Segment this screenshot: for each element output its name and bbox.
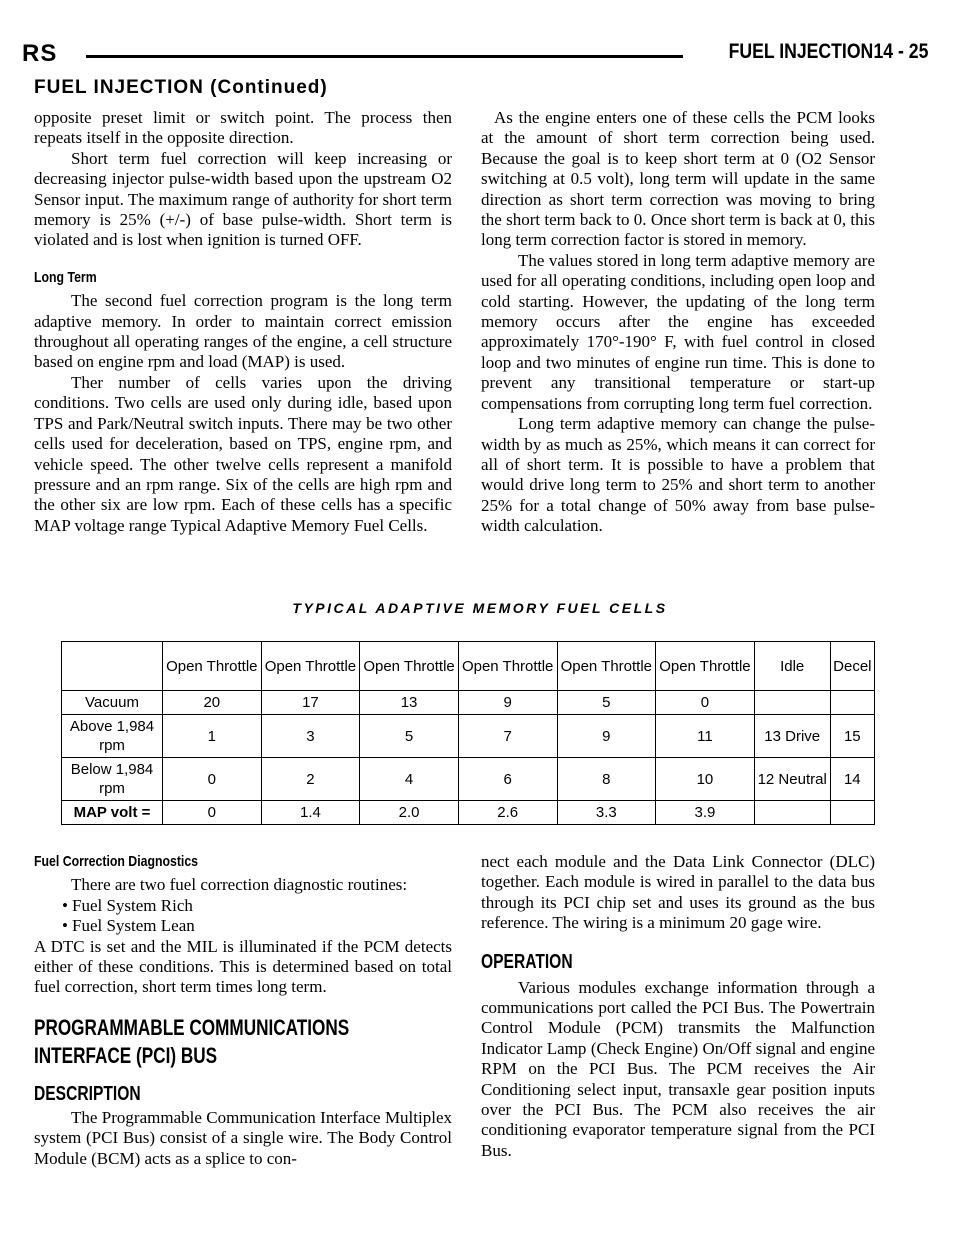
table-cell: 9 (458, 691, 557, 715)
table-title: TYPICAL ADAPTIVE MEMORY FUEL CELLS (292, 600, 668, 616)
header-section-code: RS (22, 40, 58, 67)
bullet-icon: • (62, 895, 68, 915)
table-cell (830, 691, 874, 715)
subheading-fuel-correction-diagnostics: Fuel Correction Diagnostics (34, 853, 199, 870)
table-cell (754, 801, 830, 825)
table-header-cell: Open Throttle (163, 642, 262, 691)
table-header-cell: Open Throttle (656, 642, 755, 691)
table-cell: 5 (360, 715, 459, 758)
adaptive-memory-table (61, 641, 875, 825)
table-cell: 2.6 (458, 801, 557, 825)
table-cell: 9 (557, 715, 656, 758)
paragraph: The second fuel correction program is the long term adaptive memory. In order to maintain correct emission throughout all operating ranges of the engine, a cell structure based on engine rpm and load (MAP) is used. (34, 291, 452, 372)
heading-description: DESCRIPTION (34, 1082, 141, 1105)
heading-operation: OPERATION (481, 950, 573, 973)
table-header-cell: Open Throttle (557, 642, 656, 691)
table-cell: 15 (830, 715, 874, 758)
paragraph: Long term adaptive memory can change the pulse-width by as much as 25%, which means it can correct for all of short term. It is possible to have a problem that would drive long term to 25% and short term to another 25% for a total change of 50% away from base pulse-width calculation. (481, 414, 875, 536)
table-cell: 7 (458, 715, 557, 758)
table-row (62, 691, 875, 715)
table-cell: 17 (261, 691, 360, 715)
left-column-upper (34, 108, 452, 536)
paragraph: Short term fuel correction will keep increasing or decreasing injector pulse-width based upon the upstream O2 Sensor input. The maximum range of authority for short term memory is 25% (+/-) of base pulse-width. Short term is violated and is lost when ignition is turned OFF. (34, 148, 452, 250)
subheading-long-term: Long Term (34, 268, 97, 286)
paragraph: Ther number of cells varies upon the driving conditions. Two cells are used only during idle, based upon TPS and Park/Neutral switch inputs. There may be two other cells used for deceleration, based on TPS, engine rpm, and vehicle speed. The other twelve cells represent a manifold pressure and an rpm range. Six of the cells are high rpm and the other six are low rpm. Each of these cells has a specific MAP voltage range Typical Adaptive Memory Fuel Cells. (34, 372, 452, 535)
table-cell: Above 1,984 rpm (62, 715, 163, 758)
table-header-cell (62, 642, 163, 691)
table-cell: 8 (557, 758, 656, 801)
table-cell: 12 Neutral (754, 758, 830, 801)
heading-pci-line-2: INTERFACE (PCI) BUS (34, 1042, 218, 1068)
list-item: • Fuel System Lean (62, 916, 195, 936)
table-cell: 3.9 (656, 801, 755, 825)
table-cell: 1 (163, 715, 262, 758)
paragraph: The values stored in long term adaptive memory are used for all operating conditions, including open loop and cold starting. However, the updating of the long term memory occurs after the engine has exceeded approximately 170°-190° F, with fuel control in closed loop and two minutes of engine run time. This is done to prevent any transitional temperature or start-up compensations from corrupting long term fuel correction. (481, 250, 875, 413)
table-cell: 3 (261, 715, 360, 758)
table-row (62, 715, 875, 758)
table-cell: 1.4 (261, 801, 360, 825)
table-header-row (62, 642, 875, 691)
table-cell: 3.3 (557, 801, 656, 825)
table-header-cell: Open Throttle (458, 642, 557, 691)
table-cell: 20 (163, 691, 262, 715)
table-cell: 0 (656, 691, 755, 715)
table-cell: 13 (360, 691, 459, 715)
table-cell: 0 (163, 758, 262, 801)
bullet-icon: • (62, 916, 68, 936)
right-column-lower (481, 852, 875, 1161)
paragraph: As the engine enters one of these cells the PCM looks at the amount of short term correction being used. Because the goal is to keep short term at 0 (O2 Sensor switching at 0.5 volt), long term will update in the same direction as short term correction was moving to bring the short term back to 0. Once short term is back at 0, this long term correction factor is stored in memory. (481, 108, 875, 250)
left-column-lower (34, 852, 452, 1169)
table-cell: 13 Drive (754, 715, 830, 758)
paragraph: opposite preset limit or switch point. The process then repeats itself in the opposite direction. (34, 108, 452, 148)
table-cell: 14 (830, 758, 874, 801)
table-header-cell: Open Throttle (360, 642, 459, 691)
paragraph: There are two fuel correction diagnostic routines: (71, 875, 408, 895)
table-cell: Below 1,984 rpm (62, 758, 163, 801)
header-rule (86, 55, 683, 58)
section-heading: FUEL INJECTION (Continued) (34, 77, 328, 98)
table-header-cell: Open Throttle (261, 642, 360, 691)
table-cell: 4 (360, 758, 459, 801)
table-cell: 2 (261, 758, 360, 801)
list-item: • Fuel System Rich (62, 895, 193, 915)
table-cell: 2.0 (360, 801, 459, 825)
heading-pci-line-1: PROGRAMMABLE COMMUNICATIONS (34, 1014, 350, 1040)
table-cell: Vacuum (62, 691, 163, 715)
paragraph: A DTC is set and the MIL is illuminated if the PCM detects either of these conditions. This is determined based on total fuel correction, short term times long term. (34, 936, 452, 997)
paragraph: Various modules exchange information through a communications port called the PCI Bus. The Powertrain Control Module (PCM) transmits the Malfunction Indicator Lamp (Check Engine) On/Off signal and engine RPM on the PCI Bus. The PCM receives the Air Conditioning select input, transaxle gear position inputs over the PCI Bus. The PCM also receives the air conditioning evaporator temperature signal from the PCI Bus. (481, 977, 875, 1160)
table-cell: 0 (163, 801, 262, 825)
table-cell: 10 (656, 758, 755, 801)
table-cell: 11 (656, 715, 755, 758)
header-chapter-title: FUEL INJECTION (728, 40, 873, 63)
right-column-upper (481, 108, 875, 537)
table-cell: MAP volt = (62, 801, 163, 825)
paragraph: The Programmable Communication Interface Multiplex system (PCI Bus) consist of a single wire. The Body Control Module (BCM) acts as a splice to con- (34, 1107, 452, 1168)
table-cell (830, 801, 874, 825)
table-header-cell: Idle (754, 642, 830, 691)
table-header-cell: Decel (830, 642, 874, 691)
table-cell (754, 691, 830, 715)
table-cell: 5 (557, 691, 656, 715)
table-cell: 6 (458, 758, 557, 801)
header-page-number: 14 - 25 (873, 40, 928, 63)
table-row (62, 801, 875, 825)
paragraph: nect each module and the Data Link Connector (DLC) together. Each module is wired in parallel to the data bus through its PCI chip set and uses its ground as the bus reference. The wiring is a minimum 20 gage wire. (481, 852, 875, 933)
table-row (62, 758, 875, 801)
